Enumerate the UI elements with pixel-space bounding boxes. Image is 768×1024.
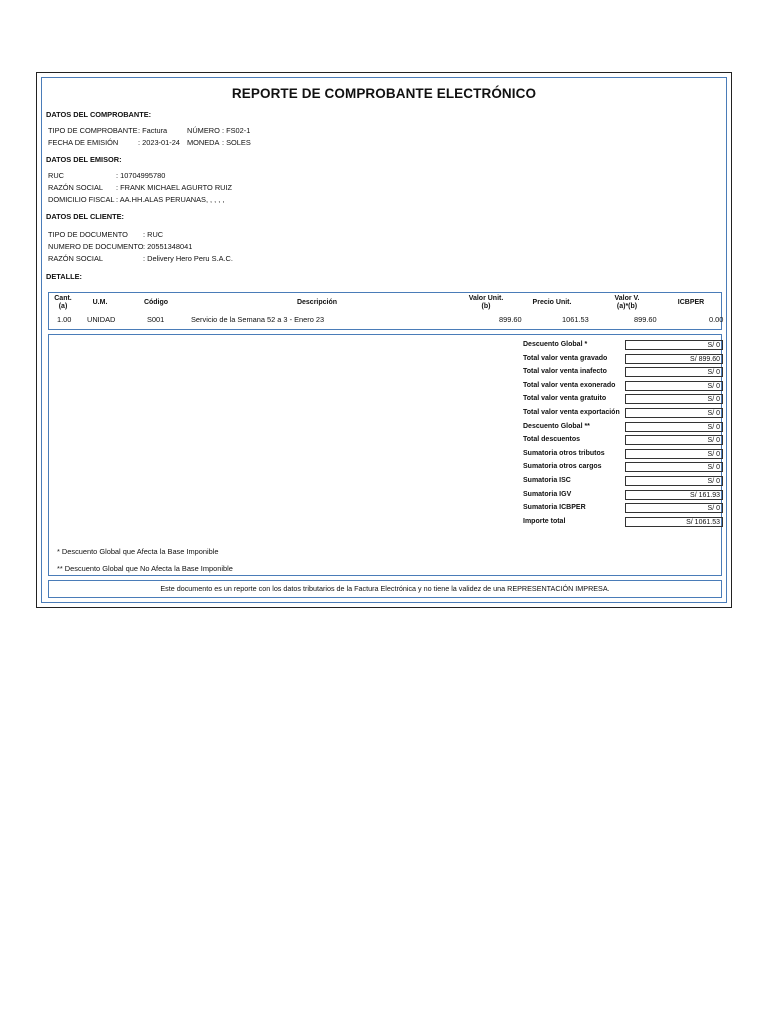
section-emisor-heading: DATOS DEL EMISOR: bbox=[46, 155, 122, 164]
total-value: S/ 0 bbox=[625, 449, 723, 459]
emisor-domicilio-value: : AA.HH.ALAS PERUANAS, , , , , bbox=[116, 195, 225, 204]
total-value: S/ 0 bbox=[625, 422, 723, 432]
document-title: REPORTE DE COMPROBANTE ELECTRÓNICO bbox=[231, 86, 537, 101]
total-value: S/ 1061.53 bbox=[625, 517, 723, 527]
total-label: Total valor venta exportación bbox=[523, 409, 620, 416]
totales-panel bbox=[48, 334, 722, 576]
total-value: S/ 0 bbox=[625, 381, 723, 391]
emisor-razon-label: RAZÓN SOCIAL bbox=[48, 183, 104, 192]
total-label: Total valor venta inafecto bbox=[523, 368, 607, 376]
detalle-table bbox=[48, 292, 722, 330]
row-descripcion: Servicio de la Semana 52 a 3 - Enero 23 bbox=[191, 315, 325, 324]
total-value: S/ 0 bbox=[625, 476, 723, 486]
cliente-razon-value: : Delivery Hero Peru S.A.C. bbox=[143, 254, 233, 263]
header-valor-v bbox=[605, 295, 649, 310]
header-valor-unit-line2: (b) bbox=[481, 302, 491, 310]
total-value: S/ 0 bbox=[625, 435, 723, 445]
moneda-label: MONEDA bbox=[187, 138, 220, 147]
row-um: UNIDAD bbox=[87, 315, 116, 324]
header-valor-v-line2: (a)*(b) bbox=[616, 302, 638, 310]
tipo-comprobante-label: TIPO DE COMPROBANTE bbox=[48, 126, 138, 135]
total-label: Sumatoria otros cargos bbox=[523, 463, 602, 471]
header-icbper: ICBPER bbox=[677, 299, 705, 306]
total-value: S/ 0 bbox=[625, 394, 723, 404]
cliente-num-doc-label: NUMERO DE DOCUMENTO bbox=[48, 242, 144, 251]
numero-label: NÚMERO bbox=[187, 126, 220, 135]
row-icbper: 0.00 bbox=[709, 315, 724, 324]
header-cant-line1: Cant. bbox=[54, 295, 72, 302]
emisor-ruc-label: RUC bbox=[48, 171, 65, 180]
total-label: Importe total bbox=[523, 517, 566, 525]
document-inner-border bbox=[41, 77, 727, 603]
header-valor-unit-line1: Valor Unit. bbox=[468, 295, 504, 302]
total-label: Total descuentos bbox=[523, 436, 581, 444]
total-value: S/ 161.93 bbox=[625, 490, 723, 500]
header-um: U.M. bbox=[92, 299, 108, 306]
document-outer-border bbox=[36, 72, 732, 608]
row-precio-unit: 1061.53 bbox=[562, 315, 589, 324]
header-valor-unit bbox=[461, 295, 511, 310]
total-label: Total valor venta gravado bbox=[523, 354, 608, 362]
cliente-razon-label: RAZÓN SOCIAL bbox=[48, 254, 104, 263]
section-detalle-heading: DETALLE: bbox=[46, 272, 82, 281]
cliente-tipo-doc-value: : RUC bbox=[143, 230, 164, 239]
total-label: Descuento Global * bbox=[523, 341, 588, 348]
fecha-emision-value: : 2023-01-24 bbox=[138, 138, 180, 147]
section-cliente-heading: DATOS DEL CLIENTE: bbox=[46, 212, 125, 221]
numero-value: : FS02-1 bbox=[222, 126, 251, 135]
row-codigo: S001 bbox=[147, 315, 165, 324]
total-label: Sumatoria otros tributos bbox=[523, 449, 605, 457]
header-precio-unit: Precio Unit. bbox=[532, 299, 572, 306]
total-label: Total valor venta gratuito bbox=[523, 395, 607, 403]
total-value: S/ 0 bbox=[625, 462, 723, 472]
fecha-emision-label: FECHA DE EMISIÓN bbox=[48, 138, 119, 147]
cliente-num-doc-value: : 20551348041 bbox=[143, 242, 193, 251]
row-valor-v: 899.60 bbox=[634, 315, 657, 324]
header-cant-line2: (a) bbox=[58, 302, 68, 310]
total-value: S/ 0 bbox=[625, 367, 723, 377]
header-valor-v-line1: Valor V. bbox=[614, 295, 640, 302]
note-descuento-no-afecta: ** Descuento Global que No Afecta la Base Imponible bbox=[57, 564, 233, 573]
total-value: S/ 0 bbox=[625, 408, 723, 418]
moneda-value: : SOLES bbox=[222, 138, 251, 147]
emisor-ruc-value: : 10704995780 bbox=[116, 171, 166, 180]
emisor-razon-value: : FRANK MICHAEL AGURTO RUIZ bbox=[116, 183, 233, 192]
tipo-comprobante-value: : Factura bbox=[138, 126, 168, 135]
total-value: S/ 899.60 bbox=[625, 354, 723, 364]
total-label: Sumatoria IGV bbox=[523, 490, 572, 498]
header-codigo: Código bbox=[143, 299, 169, 306]
total-label: Descuento Global ** bbox=[523, 422, 590, 430]
cliente-tipo-doc-label: TIPO DE DOCUMENTO bbox=[48, 230, 128, 239]
total-label: Sumatoria ICBPER bbox=[523, 504, 586, 512]
section-comprobante-heading: DATOS DEL COMPROBANTE: bbox=[46, 110, 152, 119]
header-descripcion: Descripción bbox=[296, 299, 338, 306]
emisor-domicilio-label: DOMICILIO FISCAL bbox=[48, 195, 115, 204]
footer-disclaimer: Este documento es un reporte con los datos tributarios de la Factura Electrónica y no tiene la validez de una REPRESENTACIÓN IMPRESA. bbox=[48, 580, 722, 598]
row-cant: 1.00 bbox=[57, 315, 72, 324]
total-value: S/ 0 bbox=[625, 340, 723, 350]
row-valor-unit: 899.60 bbox=[499, 315, 522, 324]
total-label: Sumatoria ISC bbox=[523, 477, 571, 484]
header-cant bbox=[51, 295, 75, 310]
total-value: S/ 0 bbox=[625, 503, 723, 513]
total-label: Total valor venta exonerado bbox=[523, 381, 616, 389]
note-descuento-afecta: * Descuento Global que Afecta la Base Imponible bbox=[57, 547, 219, 556]
